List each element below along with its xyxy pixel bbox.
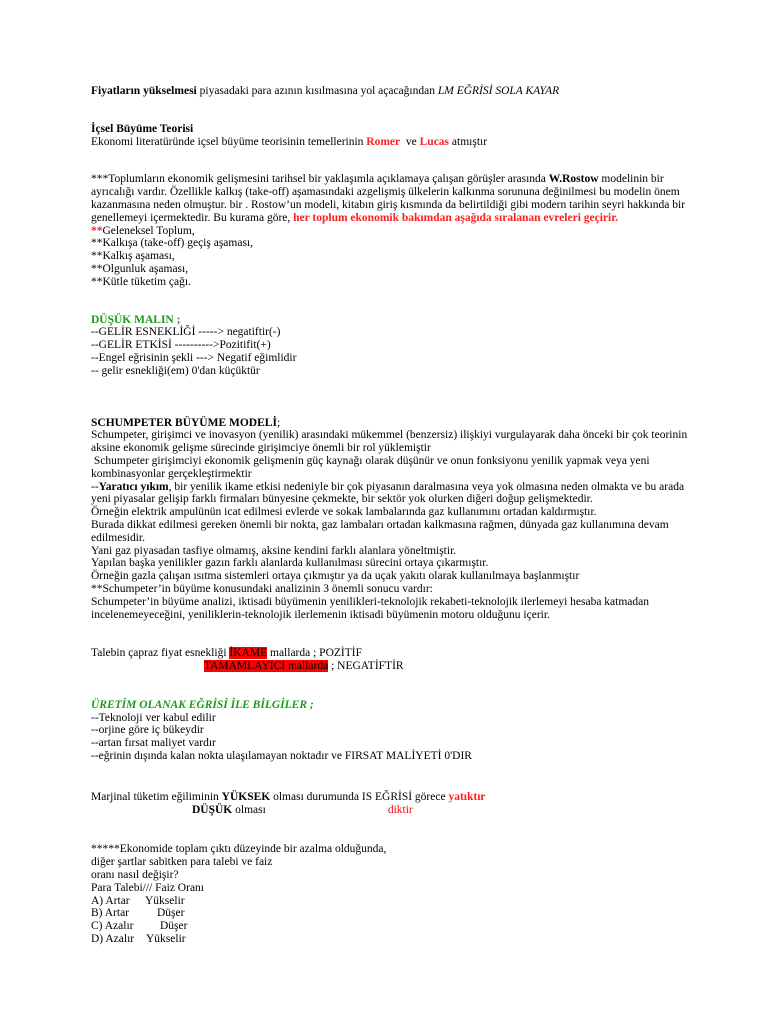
inferior-line: --Engel eğrisinin şekli ---> Negatif eğimlidir <box>91 351 297 364</box>
rostow-text-a: ***Toplumların ekonomik gelişmesini tarihsel bir yaklaşımla açıklamaya çalışan görüşler arasında <box>91 173 549 186</box>
rostow-red: her toplum ekonomik bakımdan aşağıda sıralanan evreleri geçirir. <box>293 211 619 224</box>
schumpeter-p2: Schumpeter girişimciyi ekonomik gelişmenin güç kaynağı olarak düşünür ve onun fonksiyonu yenilik yapmak veya yeni kombinasyonlar gerçekleştirmektir <box>91 454 653 480</box>
rostow-stage-1 <box>91 225 691 238</box>
ce-text-c: ; NEGATİFTİR <box>328 660 404 673</box>
cross-elasticity-line-2 <box>91 660 691 673</box>
option-label: C) Azalır <box>91 920 134 933</box>
question-header: Para Talebi/// Faiz Oranı <box>91 881 204 894</box>
ppc-line: --Teknoloji ver kabul edilir <box>91 711 216 724</box>
schumpeter-semi: ; <box>276 416 281 429</box>
rostow-stage-2: **Kalkışa (take-off) geçiş aşaması, <box>91 237 254 250</box>
inferior-line: --GELİR ESNEKLİĞİ -----> negatiftir(-) <box>91 326 281 339</box>
schumpeter-p8: Örneğin gazla çalışan ısıtma sistemleri ortaya çıkmıştır ya da uçak yakıtı olarak kullanılmaya başlanmıştır <box>91 570 580 583</box>
ppc-line: --eğrinin dışında kalan nokta ulaşılamayan noktadır ve FIRSAT MALİYETİ 0'DIR <box>91 750 472 763</box>
schumpeter-p6: Yani gaz piyasadan tasfiye olmamış, aksine kendini farklı alanlara yöneltmiştir. <box>91 544 457 557</box>
rostow-stars: ** <box>91 224 103 237</box>
schumpeter-p9: **Schumpeter’in büyüme konusundaki analizinin 3 önemli sonucu vardır: <box>91 582 433 595</box>
option-b <box>91 907 691 920</box>
lm-text: piyasadaki para azının kısılmasına yol açacağından <box>196 85 438 97</box>
dik: diktir <box>387 803 413 816</box>
lucas: Lucas <box>419 135 450 148</box>
inferior-line: --GELİR ETKİSİ ---------->Pozitifit(+) <box>91 339 271 352</box>
mpc-line-1 <box>91 791 691 804</box>
schumpeter-p3-text: , bir yenilik ikame etkisi nedeniyle bir çok piyasanın daralmasına veya yok olmasına neden olmakta ve bu arada yeni piyasalar gelişip farklı firmaları bünyesine çekmekte, bir sektör yok olurken diğeri doğup gelişmektedir. <box>91 480 685 506</box>
cross-elasticity-line-1 <box>91 647 691 660</box>
schumpeter-p1: Schumpeter, girişimci ve inovasyon (yenilik) arasındaki mükemmel (benzersiz) ilişkiyi vurgulayarak daha önceki bir çok teorinin aksine ekonomik gelişme sürecinde girişimciye önemli bir rol yüklemiştir <box>91 429 688 455</box>
romer: Romer <box>366 135 401 148</box>
ikame-highlight: İKAME <box>229 647 268 660</box>
option-value: Düşer <box>157 907 185 920</box>
option-label: B) Artar <box>91 907 130 920</box>
rostow-stage-3: **Kalkış aşaması, <box>91 250 175 263</box>
yatik: yatıktır <box>448 790 486 803</box>
option-c <box>91 920 691 933</box>
schumpeter-p5: Burada dikkat edilmesi gereken önemli bir nokta, gaz lambaları ortadan kalkmasına rağmen, dünyada gaz kullanımına devam edilmesidir. <box>91 518 669 544</box>
ppc-title: ÜRETİM OLANAK EĞRİSİ İLE BİLGİLER ; <box>91 698 314 711</box>
eg-text: Ekonomi literatüründe içsel büyüme teorisinin temellerinin <box>91 135 367 148</box>
document-body <box>91 85 691 946</box>
mpc-text: Marjinal tüketim eğiliminin <box>91 790 222 803</box>
rostow-stage-5: **Kütle tüketim çağı. <box>91 275 191 288</box>
question-line: *****Ekonomide toplam çıktı düzeyinde bir azalma olduğunda, <box>91 843 387 856</box>
dash: -- <box>91 480 99 493</box>
rostow-stage-4: **Olgunluk aşaması, <box>91 262 189 275</box>
tamamlayici-highlight: TAMAMLAYICI mallarda <box>204 660 329 673</box>
option-label: A) Artar <box>91 894 130 907</box>
endogenous-growth-line <box>91 136 691 149</box>
option-label: D) Azalır <box>91 933 135 946</box>
eg-end: atmıştır <box>449 135 488 148</box>
option-value: Yükselir <box>146 933 186 946</box>
rostow-name: W.Rostow <box>548 173 599 186</box>
lm-bold: Fiyatların yükselmesi <box>91 85 197 97</box>
option-value: Yükselir <box>145 894 185 907</box>
schumpeter-title-text: SCHUMPETER BÜYÜME MODELİ <box>91 416 277 429</box>
ce-text: Talebin çapraz fiyat esnekliği <box>91 647 230 660</box>
question-line: diğer şartlar sabitken para talebi ve faiz <box>91 856 273 869</box>
ce-text-b: mallarda ; POZİTİF <box>267 647 362 660</box>
question-line: oranı nasıl değişir? <box>91 869 179 882</box>
lm-italic: LM EĞRİSİ SOLA KAYAR <box>437 85 560 97</box>
rostow-paragraph <box>91 173 691 224</box>
mpc-text-c: olması <box>232 803 266 816</box>
creative-destruction: Yaratıcı yıkım <box>98 480 169 493</box>
ppc-line: --artan fırsat maliyet vardır <box>91 737 216 750</box>
rostow-text-b: modelinin bir ayrıcalığı vardır. Özellikle kalkış (take-off) aşamasındaki azgelişmiş ülkelerin kalkınma sorununa değinilmesi bu modelin önem kazanmasına neden olmuştur. bir . Rostow’un modeli, kitabın giriş kısmında da belirtildiği gibi modern tarihin seyri hakkında bir genellemeyi içermektedir. Bu kurama göre, <box>91 173 686 224</box>
lm-curve-note <box>91 85 691 98</box>
ppc-line: --orjine göre iç bükeydir <box>91 724 204 737</box>
rostow-stage-text: Geleneksel Toplum, <box>102 224 195 237</box>
schumpeter-p10: Schumpeter’in büyüme analizi, iktisadi büyümenin yenilikleri-teknolojik rekabeti-teknolojik ilerlemeyi hesaba katmadan incelenemeyeceğini, yeniliklerin-teknolojik ilerlemenin iktisadi büyümenin motoru olduğunu içerir. <box>91 595 650 621</box>
option-d <box>91 933 691 946</box>
schumpeter-p3 <box>91 481 691 507</box>
dusuk: DÜŞÜK <box>192 803 233 816</box>
schumpeter-p7: Yapılan başka yenilikler gazın farklı alanlarda kullanılması sürecini ortaya çıkarmıştır. <box>91 557 489 570</box>
schumpeter-p4: Örneğin elektrik ampulünün icat edilmesi evlerde ve sokak lambalarında gaz kullanımını ortadan kaldırmıştır. <box>91 506 597 519</box>
mpc-text-b: olması durumunda IS EĞRİSİ görece <box>270 790 449 803</box>
inferior-line: -- gelir esnekliği(em) 0'dan küçüktür <box>91 364 260 377</box>
inferior-good-title: DÜŞÜK MALIN ; <box>91 313 181 326</box>
endogenous-growth-title: İçsel Büyüme Teorisi <box>91 122 194 135</box>
option-value: Düşer <box>160 920 188 933</box>
mpc-line-2 <box>91 804 691 817</box>
option-a <box>91 895 691 908</box>
schumpeter-title <box>91 417 691 430</box>
yuksek: YÜKSEK <box>221 790 271 803</box>
eg-ve: ve <box>400 135 420 148</box>
